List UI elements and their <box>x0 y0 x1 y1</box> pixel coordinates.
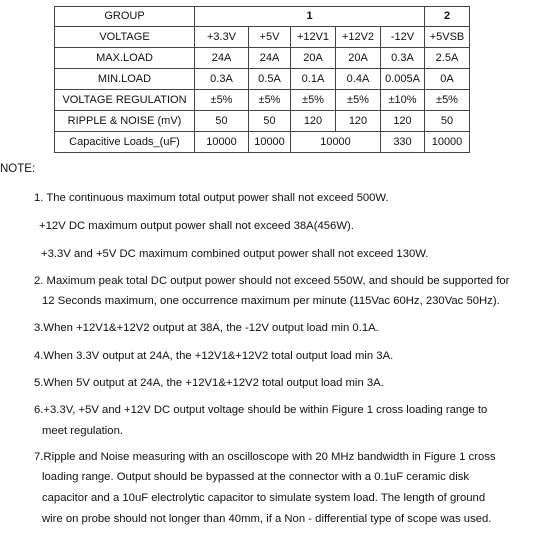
ripple-noise-row <box>55 111 470 132</box>
group-2-cell: 2 <box>425 7 470 27</box>
table-cell: ±5% <box>291 90 336 111</box>
table-cell: 0A <box>425 69 470 90</box>
voltage-cell-12v1: +12V1 <box>291 27 336 48</box>
note-heading: NOTE: <box>0 163 36 175</box>
note-1-line-1: 1. The continuous maximum total output power shall not exceed 500W. <box>34 192 389 204</box>
table-cell: 330 <box>381 132 425 153</box>
voltage-regulation-row <box>55 90 470 111</box>
table-cell: 24A <box>195 48 249 69</box>
max-load-row <box>55 48 470 69</box>
row-label: RIPPLE & NOISE (mV) <box>55 111 195 132</box>
table-cell: 0.3A <box>381 48 425 69</box>
note-2-line-2: 12 Seconds maximum, one occurrence maximum per minute (115Vac 60Hz, 230Vac 50Hz). <box>42 295 500 307</box>
note-1-line-3: +3.3V and +5V DC maximum combined output power shall not exceed 130W. <box>41 248 429 260</box>
note-2-line-1: 2. Maximum peak total DC output power should not exceed 550W, and should be supported for <box>34 275 510 287</box>
table-cell: 20A <box>336 48 381 69</box>
note-7-line-2: loading range. Output should be bypassed at the connector with a 0.1uF ceramic disk <box>42 471 470 483</box>
table-cell: 0.3A <box>195 69 249 90</box>
voltage-cell-5vsb: +5VSB <box>425 27 470 48</box>
table-cell: 50 <box>195 111 249 132</box>
min-load-row <box>55 69 470 90</box>
note-4: 4.When 3.3V output at 24A, the +12V1&+12V2 total output load min 3A. <box>34 350 394 362</box>
table-cell: 2.5A <box>425 48 470 69</box>
capacitive-loads-row <box>55 132 470 153</box>
note-6-line-2: meet regulation. <box>42 425 124 437</box>
voltage-cell-neg12v: -12V <box>381 27 425 48</box>
table-cell: 50 <box>425 111 470 132</box>
note-6-line-1: 6.+3.3V, +5V and +12V DC output voltage should be within Figure 1 cross loading range to <box>34 404 488 416</box>
table-cell: 120 <box>381 111 425 132</box>
note-1-line-2: +12V DC maximum output power shall not exceed 38A(456W). <box>39 220 354 232</box>
table-cell: 0.1A <box>291 69 336 90</box>
row-label: MAX.LOAD <box>55 48 195 69</box>
table-cell: 0.4A <box>336 69 381 90</box>
row-label: VOLTAGE REGULATION <box>55 90 195 111</box>
power-spec-table <box>54 6 470 153</box>
table-cell: ±5% <box>195 90 249 111</box>
voltage-row <box>55 27 470 48</box>
table-cell: 24A <box>249 48 291 69</box>
table-cell: 10000 <box>425 132 470 153</box>
table-cell: 0.5A <box>249 69 291 90</box>
table-cell: ±10% <box>381 90 425 111</box>
table-cell: 120 <box>291 111 336 132</box>
table-cell: 0.005A <box>381 69 425 90</box>
group-label: GROUP <box>55 7 195 27</box>
table-cell: ±5% <box>425 90 470 111</box>
voltage-cell-5v: +5V <box>249 27 291 48</box>
voltage-cell-3v3: +3.3V <box>195 27 249 48</box>
note-7-line-1: 7.Ripple and Noise measuring with an oscilloscope with 20 MHz bandwidth in Figure 1 cross <box>34 451 496 463</box>
table-cell: 20A <box>291 48 336 69</box>
table-cell: ±5% <box>249 90 291 111</box>
table-cell: ±5% <box>336 90 381 111</box>
table-cell: 10000 <box>195 132 249 153</box>
note-3: 3.When +12V1&+12V2 output at 38A, the -12V output load min 0.1A. <box>34 322 379 334</box>
table-cell: 120 <box>336 111 381 132</box>
note-7-line-3: capacitor and a 10uF electrolytic capacitor to simulate system load. The length of ground <box>42 492 486 504</box>
table-cell-merged: 10000 <box>291 132 381 153</box>
note-7-line-4: wire on probe should not longer than 40mm, if a Non - differential type of scope was used. <box>42 513 492 525</box>
note-5: 5.When 5V output at 24A, the +12V1&+12V2 total output load min 3A. <box>34 377 384 389</box>
group-row <box>55 7 470 27</box>
voltage-cell-12v2: +12V2 <box>336 27 381 48</box>
table-cell: 50 <box>249 111 291 132</box>
row-label: MIN.LOAD <box>55 69 195 90</box>
table-cell: 10000 <box>249 132 291 153</box>
row-label: Capacitive Loads_(uF) <box>55 132 195 153</box>
voltage-label: VOLTAGE <box>55 27 195 48</box>
group-1-cell: 1 <box>195 7 425 27</box>
